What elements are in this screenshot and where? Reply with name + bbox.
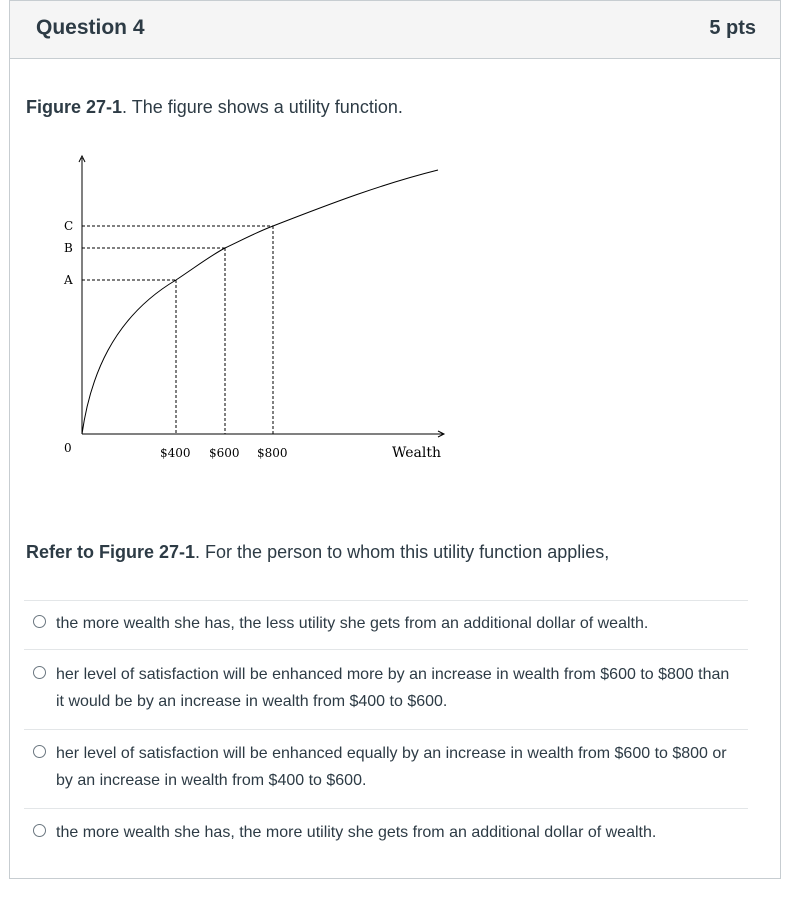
prompt-text: . For the person to whom this utility function applies, xyxy=(195,542,610,562)
answer-option-4[interactable] xyxy=(24,808,748,858)
question-title: Question 4 xyxy=(36,16,145,39)
utility-graph xyxy=(42,148,462,468)
prompt-figure-ref: Refer to Figure 27-1 xyxy=(26,542,196,562)
x-axis-label: Wealth xyxy=(392,445,441,461)
question-prompt xyxy=(26,542,609,563)
answer-text: her level of satisfaction will be enhanced more by an increase in wealth from $600 to $800 than it would be by an increase in wealth from $400 to $600. xyxy=(56,666,730,710)
answer-option-2[interactable] xyxy=(24,649,748,729)
question-header xyxy=(10,1,780,59)
x-label-800: $800 xyxy=(257,446,288,460)
y-label-origin: 0 xyxy=(64,441,72,455)
utility-function-figure xyxy=(42,148,462,468)
radio-button[interactable] xyxy=(33,666,46,679)
x-label-400: $400 xyxy=(160,446,191,460)
answer-text: the more wealth she has, the less utility she gets from an additional dollar of wealth. xyxy=(56,615,649,632)
question-points: 5 pts xyxy=(709,17,756,39)
figure-description: . The figure shows a utility function. xyxy=(122,97,403,117)
y-label-c: C xyxy=(64,219,74,233)
x-label-600: $600 xyxy=(209,446,240,460)
y-label-a: A xyxy=(64,273,73,287)
y-label-b: B xyxy=(64,241,73,255)
utility-curve xyxy=(82,170,438,434)
figure-intro xyxy=(26,97,403,118)
radio-button[interactable] xyxy=(33,615,46,628)
radio-button[interactable] xyxy=(33,824,46,837)
answer-list xyxy=(24,600,748,858)
guide-lines xyxy=(82,226,273,434)
answer-option-3[interactable] xyxy=(24,729,748,808)
figure-ref: Figure 27-1 xyxy=(26,97,123,117)
answer-text: the more wealth she has, the more utility she gets from an additional dollar of wealth. xyxy=(56,824,657,841)
answer-text: her level of satisfaction will be enhanced equally by an increase in wealth from $600 to $800 or by an increase in wealth from $400 to $600. xyxy=(56,745,727,789)
radio-button[interactable] xyxy=(33,745,46,758)
answer-option-1[interactable] xyxy=(24,600,748,649)
